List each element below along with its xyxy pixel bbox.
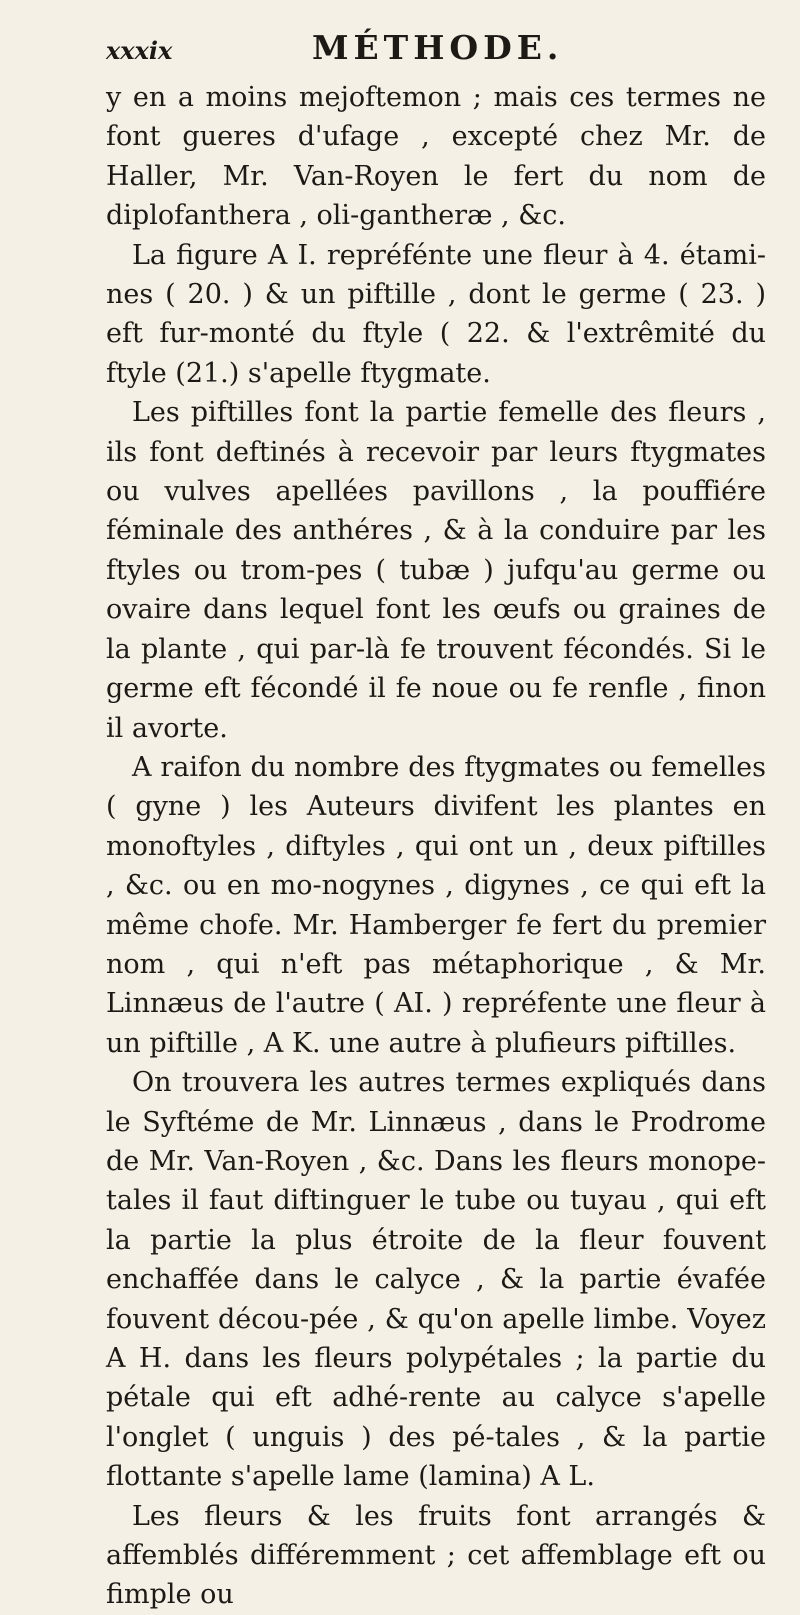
body-text bbox=[106, 78, 766, 1615]
paragraph-3: Les piftilles font la partie femelle des fleurs , ils font deftinés à recevoir par leurs ftygmates ou vulves apellées pavillons , la pouffiére féminale des anthéres , & à la conduire par les ftyles ou trom-pes ( tubæ ) jufqu'au germe ou ovaire dans lequel font les œufs ou graines de la plante , qui par-là fe trouvent fécondés. Si le germe eft fécondé il fe noue ou fe renfle , finon il avorte. bbox=[106, 397, 766, 744]
paragraph-6: Les fleurs & les fruits font arrangés & affemblés différemment ; cet affemblage eft ou fimple ou bbox=[106, 1500, 766, 1611]
page-number: xxxix bbox=[106, 36, 173, 65]
paragraph-1: y en a moins mejoftemon ; mais ces termes ne font gueres d'ufage , excepté chez Mr. de Haller, Mr. Van-Royen le fert du nom de diplofanthera , oli-gantheræ , &c. bbox=[106, 82, 766, 232]
paragraph-2: La figure A I. repréfénte une fleur à 4. étami-nes ( 20. ) & un piftille , dont le germe ( 23. ) eft fur-monté du ftyle ( 22. & l'extrêmité du ftyle (21.) s'apelle ftygmate. bbox=[106, 239, 766, 389]
running-title: MÉTHODE. bbox=[312, 28, 564, 67]
paragraph-4: A raifon du nombre des ftygmates ou femelles ( gyne ) les Auteurs divifent les plantes en monoftyles , diftyles , qui ont un , deux piftilles , &c. ou en mo-nogynes , digynes , ce qui eft la même chofe. Mr. Hamberger fe fert du premier nom , qui n'eft pas métaphorique , & Mr. Linnæus de l'autre ( AI. ) repréfente une fleur à un piftille , A K. une autre à plufieurs piftilles. bbox=[106, 751, 766, 1059]
page-header bbox=[106, 28, 766, 78]
paragraph-5: On trouvera les autres termes expliqués dans le Syftéme de Mr. Linnæus , dans le Prodrome de Mr. Van-Royen , &c. Dans les fleurs monope-tales il faut diftinguer le tube ou tuyau , qui eft la partie la plus étroite de la fleur fouvent enchaffée dans le calyce , & la partie évafée fouvent décou-pée , & qu'on apelle limbe. Voyez A H. dans les fleurs polypétales ; la partie du pétale qui eft adhé-rente au calyce s'apelle l'onglet ( unguis ) des pé-tales , & la partie flottante s'apelle lame (lamina) A L. bbox=[106, 1067, 766, 1493]
